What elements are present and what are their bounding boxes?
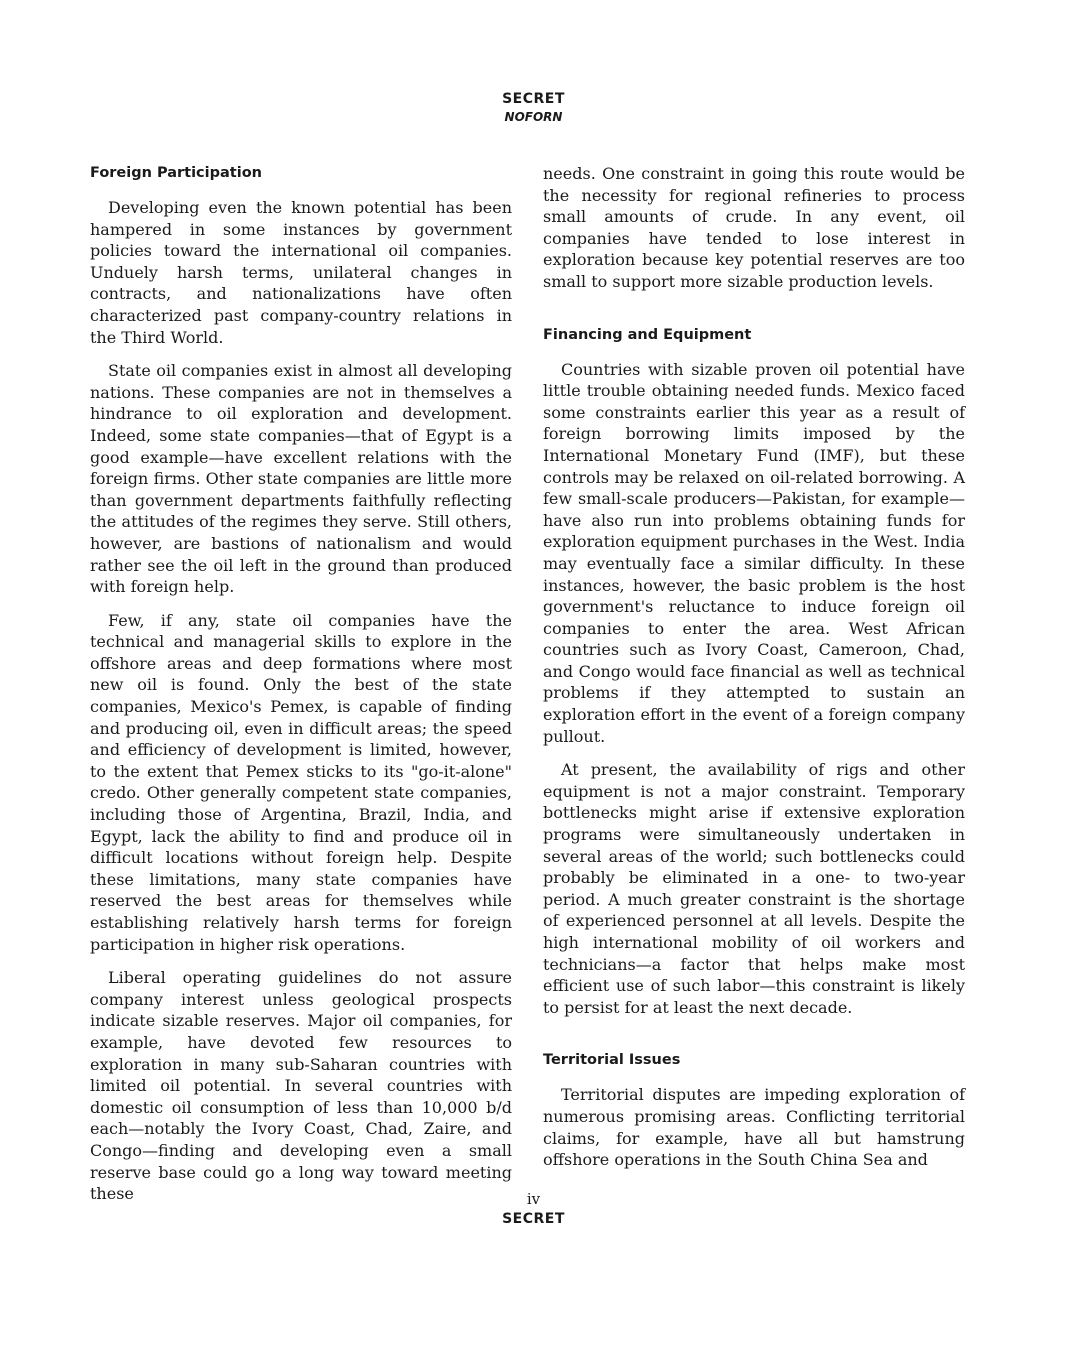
page-header [0,90,1067,125]
paragraph: At present, the availability of rigs and other equipment is not a major constraint. Temporary bottlenecks might arise if extensive exploration programs were simultaneously undertaken in several areas of the world; such bottlenecks could probably be eliminated in a one- to two-year period. A much greater constraint is the shortage of experienced personnel at all levels. Despite the high international mobility of oil workers and technicians—a factor that helps make most efficient use of such labor—this constraint is likely to persist for at least the next decade. [543,760,965,1017]
left-column [90,163,512,1217]
page-footer [0,1190,1067,1228]
right-column [543,163,965,1183]
section-heading-foreign-participation: Foreign Participation [90,165,262,181]
paragraph: Few, if any, state oil companies have the technical and managerial skills to explore in the offshore areas and deep formations where most new oil is found. Only the best of the state companies, Mexico's Pemex, is capable of finding and producing oil, even in difficult areas; the speed and efficiency of development is limited, however, to the extent that Pemex sticks to its "go-it-alone" credo. Other generally competent state companies, including those of Argentina, Brazil, India, and Egypt, lack the ability to find and produce oil in difficult locations without foreign help. Despite these limitations, many state companies have reserved the best areas for themselves while establishing relatively harsh terms for foreign participation in higher risk operations. [90,610,512,954]
section-heading-territorial-issues: Territorial Issues [543,1052,681,1069]
paragraph: Countries with sizable proven oil potential have little trouble obtaining needed funds. Mexico faced some constraints earlier this year as a result of foreign borrowing limits imposed by the International Monetary Fund (IMF), but these controls may be relaxed on oil-related borrowing. A few small-scale producers—Pakistan, for example—have also run into problems obtaining funds for exploration equipment purchases in the West. India may eventually face a similar difficulty. In these instances, however, the basic problem is the host government's reluctance to induce foreign oil companies to enter the area. West African countries such as Ivory Coast, Cameroon, Chad, and Congo would face financial as well as technical problems if they attempted to sustain an exploration effort in the event of a foreign company pullout. [543,359,965,746]
footer-classification-marking: SECRET [502,1211,565,1227]
paragraph-continued: needs. One constraint in going this route would be the necessity for regional refineries to process small amounts of crude. In any event, oil companies have tended to lose interest in exploration because key potential reserves are too small to support more sizable production levels. [543,164,965,291]
page-number: iv [526,1190,541,1208]
header-classification-marking: SECRET [502,91,565,107]
paragraph: Developing even the known potential has been hampered in some instances by government policies toward the international oil companies. Unduely harsh terms, unilateral changes in contracts, and nationalizations have often characterized past company-country relations in the Third World. [90,198,512,347]
header-dissemination-marking: NOFORN [504,110,563,124]
paragraph: Territorial disputes are impeding exploration of numerous promising areas. Conflicting territorial claims, for example, have all but hamstrung offshore operations in the South China Sea and [543,1085,965,1170]
section-heading-financing-and-equipment: Financing and Equipment [543,326,752,343]
paragraph: State oil companies exist in almost all developing nations. These companies are not in themselves a hindrance to oil exploration and development. Indeed, some state companies—that of Egypt is a good example—have excellent relations with the foreign firms. Other state companies are little more than government departments faithfully reflecting the attitudes of the regimes they serve. Still others, however, are bastions of nationalism and would rather see the oil left in the ground than produced with foreign help. [90,361,512,597]
paragraph: Liberal operating guidelines do not assure company interest unless geological prospects indicate sizable reserves. Major oil companies, for example, have devoted few resources to exploration in many sub-Saharan countries with limited oil potential. In several countries with domestic oil consumption of less than 10,000 b/d each—notably the Ivory Coast, Chad, Zaire, and Congo—finding and developing even a small reserve base could go a long way toward meeting these [90,968,512,1204]
